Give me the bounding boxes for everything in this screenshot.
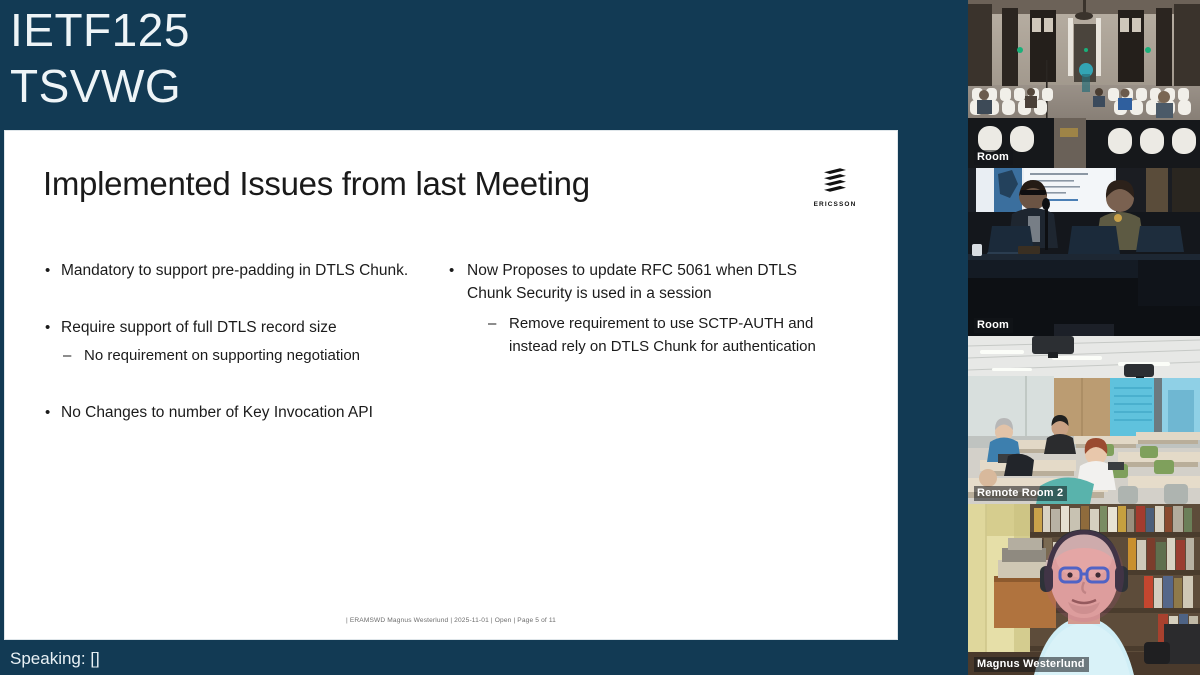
video-feed-webcam-person (968, 504, 1200, 675)
bullet-text: Require support of full DTLS record size (61, 319, 337, 336)
bullet-marker-icon: • (45, 404, 51, 421)
bullet-marker-icon: • (449, 262, 455, 279)
ericsson-mark-icon (822, 167, 848, 197)
video-tile-label: Magnus Westerlund (974, 657, 1089, 672)
bullet-list-right (447, 259, 845, 358)
meeting-header (0, 0, 968, 128)
video-tile[interactable] (968, 504, 1200, 675)
slide-footer: | ERAMSWD Magnus Westerlund | 2025-11-01 | Open | Page 5 of 11 (345, 617, 557, 624)
video-tile-label: Room (974, 150, 1013, 165)
subbullet-list (61, 344, 425, 367)
video-feed-classroom (968, 336, 1200, 504)
slide-surface[interactable] (4, 130, 898, 640)
bullet-marker-icon: • (45, 262, 51, 279)
subbullet-marker-icon: – (488, 315, 497, 332)
video-tile-label: Room (974, 318, 1013, 333)
slide-body (5, 259, 898, 430)
ericsson-logo (811, 167, 859, 208)
bullet-text: No Changes to number of Key Invocation API (61, 404, 373, 421)
video-tile[interactable] (968, 168, 1200, 336)
meeting-title-line-2: TSVWG (10, 60, 182, 112)
subbullet-text: No requirement on supporting negotiation (84, 347, 361, 364)
video-participant-column (968, 0, 1200, 675)
bullet-item (43, 259, 425, 282)
bullet-item (447, 259, 845, 358)
bullet-list-left (43, 259, 425, 424)
subbullet-item (486, 312, 845, 358)
bullet-marker-icon: • (45, 319, 51, 336)
meeting-title-line-1: IETF125 (10, 4, 190, 56)
subbullet-item (61, 344, 425, 367)
slide-column-right (425, 259, 845, 430)
subbullet-list (467, 312, 845, 358)
bullet-text: Now Proposes to update RFC 5061 when DTLS Chunk Security is used in a session (467, 262, 797, 302)
video-tile[interactable] (968, 0, 1200, 168)
bullet-item (43, 401, 425, 424)
speaking-status-bar (0, 642, 968, 675)
video-feed-presenters-table (968, 168, 1200, 336)
ericsson-wordmark: ERICSSON (813, 201, 857, 208)
slide-title: Implemented Issues from last Meeting (43, 165, 590, 202)
bullet-text: Mandatory to support pre-padding in DTLS Chunk. (61, 262, 409, 279)
video-feed-conference-hall (968, 0, 1200, 168)
slide-column-left (5, 259, 425, 430)
video-tile[interactable] (968, 336, 1200, 504)
video-tile-label: Remote Room 2 (974, 486, 1067, 501)
bullet-item (43, 316, 425, 367)
subbullet-marker-icon: – (63, 347, 72, 364)
subbullet-text: Remove requirement to use SCTP-AUTH and instead rely on DTLS Chunk for authentication (509, 315, 816, 355)
speaking-status-text: Speaking: [] (10, 648, 100, 668)
